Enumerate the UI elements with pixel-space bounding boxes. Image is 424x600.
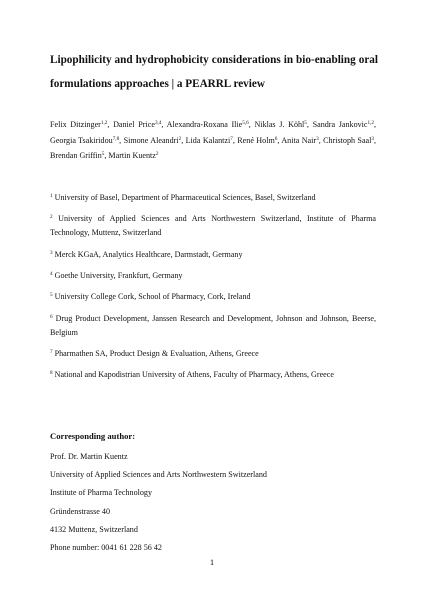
corresponding-author-heading: Corresponding author:	[50, 431, 136, 441]
corresponding-author-name: Prof. Dr. Martin Kuentz	[50, 452, 128, 461]
paper-title: Lipophilicity and hydrophobicity considerations in bio-enabling oral formulations approaches | a PEARRL review	[50, 54, 378, 90]
author: Alexandra-Roxana Ilie$^{5,6}$	[166, 120, 249, 129]
affiliation: $^2$ University of Applied Sciences and Arts Northwestern Switzerland, Institute of Pharma Technology, Muttenz, Switzerland	[50, 214, 376, 238]
author: Georgia Tsakiridou$^{7,8}$	[50, 135, 120, 145]
corresponding-author-phone: Phone number: 0041 61 228 56 42	[50, 543, 162, 553]
author: Brendan Griffin$^5$	[50, 151, 105, 160]
author: Anita Nair$^3$	[281, 135, 319, 145]
corresponding-author-city: 4132 Muttenz, Switzerland	[50, 524, 138, 534]
affiliation: $^7$ Pharmathen SA, Product Design & Evaluation, Athens, Greece	[50, 348, 259, 358]
corresponding-author-institution: University of Applied Sciences and Arts Northwestern Switzerland	[50, 470, 267, 480]
author: Niklas J. Köhl$^5$	[254, 120, 307, 129]
author: Sandra Jankovic$^{1,2}$	[312, 120, 374, 129]
author: Lida Kalantzi$^7$	[185, 135, 233, 145]
affiliation-list	[50, 191, 376, 390]
affiliation: $^1$ University of Basel, Department of Pharmaceutical Sciences, Basel, Switzerland	[50, 193, 316, 202]
affiliation: $^8$ National and Kapodistrian University of Athens, Faculty of Pharmacy, Athens, Greece	[50, 370, 334, 380]
author: Simone Aleandri$^2$	[123, 135, 182, 145]
corresponding-author-department: Institute of Pharma Technology	[50, 488, 153, 498]
author-list: Felix Ditzinger$^{1,2}$, Daniel Price$^{3,4}$, Alexandra-Roxana Ilie$^{5,6}$, Niklas J. Köhl$^5$, Sandra Jankovic$^{1,2}$, Georgia Tsakiridou$^{7,8}$, Simone Aleandri$^2$, Lida Kalantzi$^7$, René Holm$^6$, Anita Nair$^3$, Christoph Saal$^3$, Brendan Griffin$^5$, Martin Kuentz$^2$	[50, 120, 377, 160]
author: Felix Ditzinger$^{1,2}$	[50, 120, 108, 129]
affiliation: $^5$ University College Cork, School of Pharmacy, Cork, Ireland	[50, 292, 251, 302]
author: René Holm$^6$	[237, 135, 278, 145]
author: Christoph Saal$^3$	[323, 135, 374, 145]
affiliation: $^4$ Goethe University, Frankfurt, Germany	[50, 270, 183, 280]
author: Martin Kuentz$^2$	[108, 151, 159, 160]
corresponding-author-block	[50, 448, 376, 557]
corresponding-author-street: Gründenstrasse 40	[50, 506, 111, 516]
author: Daniel Price$^{3,4}$	[113, 120, 162, 129]
page-number: 1	[209, 557, 215, 567]
affiliation: $^3$ Merck KGaA, Analytics Healthcare, Darmstadt, Germany	[50, 249, 243, 259]
affiliation: $^6$ Drug Product Development, Janssen Research and Development, Johnson and Johnson, Beerse, Belgium	[50, 313, 376, 337]
